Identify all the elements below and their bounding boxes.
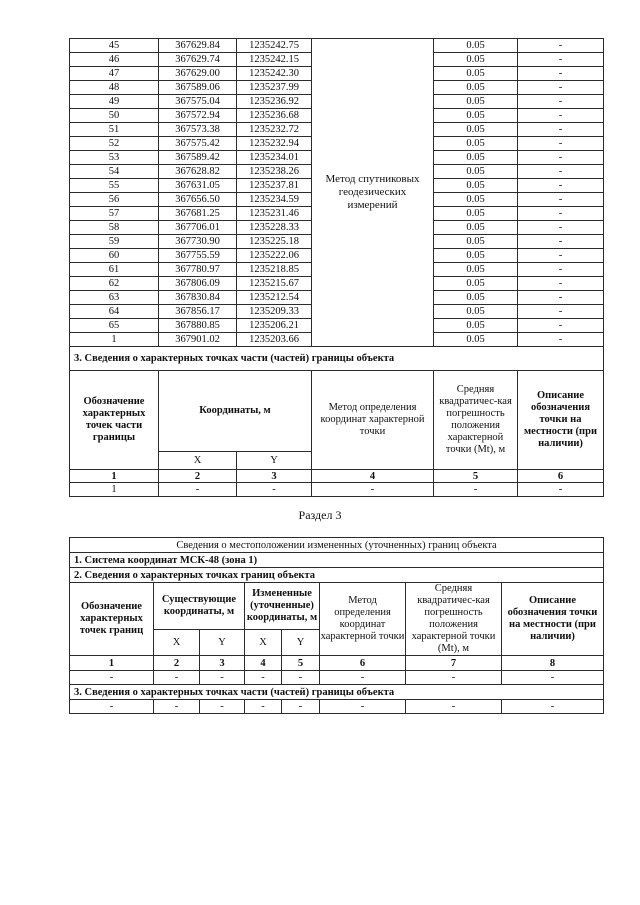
table-cell: - (245, 671, 282, 685)
table-title: Сведения о местоположении измененных (уточненных) границ объекта (70, 538, 604, 553)
table-cell: - (70, 671, 154, 685)
column-number: 3 (237, 470, 312, 483)
column-number: 5 (434, 470, 518, 483)
coord-y: 1235228.33 (237, 221, 312, 235)
table-cell: 1 (70, 483, 159, 497)
header-existing-x: X (154, 629, 200, 655)
point-number: 53 (70, 151, 159, 165)
coord-x: 367830.84 (159, 291, 237, 305)
header-method: Метод определения координат характерной точки (312, 371, 434, 470)
description: - (518, 193, 604, 207)
coord-y: 1235242.75 (237, 39, 312, 53)
coord-y: 1235232.94 (237, 137, 312, 151)
mean-error: 0.05 (434, 165, 518, 179)
description: - (518, 39, 604, 53)
coord-x: 367575.04 (159, 95, 237, 109)
point-number: 58 (70, 221, 159, 235)
header-mean-error: Средняя квадратичес-кая погрешность положения характерной точки (Mt), м (434, 371, 518, 470)
coord-y: 1235215.67 (237, 277, 312, 291)
point-number: 59 (70, 235, 159, 249)
table-cell: - (406, 671, 502, 685)
coord-y: 1235242.30 (237, 67, 312, 81)
mean-error: 0.05 (434, 67, 518, 81)
point-number: 45 (70, 39, 159, 53)
point-number: 60 (70, 249, 159, 263)
table-cell: - (159, 483, 237, 497)
section-title: Раздел 3 (298, 508, 342, 522)
mean-error: 0.05 (434, 193, 518, 207)
header-x: X (159, 452, 237, 470)
coord-y: 1235238.26 (237, 165, 312, 179)
table-cell: - (406, 700, 502, 714)
coordinates-table-body (70, 39, 604, 497)
changed-boundaries-table (69, 537, 604, 714)
mean-error: 0.05 (434, 39, 518, 53)
header-changed-y: Y (282, 629, 320, 655)
description: - (518, 109, 604, 123)
coord-y: 1235209.33 (237, 305, 312, 319)
mean-error: 0.05 (434, 95, 518, 109)
mean-error: 0.05 (434, 109, 518, 123)
header-coordinates: Координаты, м (159, 371, 312, 452)
header-y: Y (237, 452, 312, 470)
coord-x: 367901.02 (159, 333, 237, 347)
coordinate-system-heading: 1. Система координат МСК-48 (зона 1) (70, 553, 604, 568)
mean-error: 0.05 (434, 53, 518, 67)
description: - (518, 151, 604, 165)
coord-x: 367629.00 (159, 67, 237, 81)
header-description: Описание обозначения точки на местности (при наличии) (502, 583, 604, 656)
mean-error: 0.05 (434, 81, 518, 95)
coord-y: 1235231.46 (237, 207, 312, 221)
part-boundary-heading: 3. Сведения о характерных точках части (частей) границы объекта (70, 347, 604, 371)
header-method: Метод определения координат характерной точки (320, 583, 406, 656)
column-number: 3 (200, 656, 245, 671)
mean-error: 0.05 (434, 137, 518, 151)
coord-y: 1235206.21 (237, 319, 312, 333)
table-cell: - (282, 671, 320, 685)
column-numbers-row (70, 470, 604, 483)
coord-x: 367572.94 (159, 109, 237, 123)
mean-error: 0.05 (434, 277, 518, 291)
description: - (518, 179, 604, 193)
header-designation: Обозначение характерных точек части границы (70, 371, 159, 470)
coord-x: 367589.06 (159, 81, 237, 95)
point-number: 56 (70, 193, 159, 207)
table-cell: - (502, 671, 604, 685)
column-number: 4 (312, 470, 434, 483)
boundary-points-heading: 2. Сведения о характерных точках границ объекта (70, 568, 604, 583)
point-number: 51 (70, 123, 159, 137)
table-cell: - (154, 671, 200, 685)
description: - (518, 319, 604, 333)
table-cell: - (237, 483, 312, 497)
coord-y: 1235218.85 (237, 263, 312, 277)
coord-y: 1235203.66 (237, 333, 312, 347)
coord-y: 1235234.01 (237, 151, 312, 165)
coord-x: 367575.42 (159, 137, 237, 151)
mean-error: 0.05 (434, 207, 518, 221)
table-cell: - (245, 700, 282, 714)
table-cell: - (200, 671, 245, 685)
point-number: 49 (70, 95, 159, 109)
header-existing-y: Y (200, 629, 245, 655)
description: - (518, 67, 604, 81)
point-number: 55 (70, 179, 159, 193)
description: - (518, 249, 604, 263)
column-numbers-row (70, 656, 604, 671)
coord-x: 367706.01 (159, 221, 237, 235)
point-number: 47 (70, 67, 159, 81)
table-row (70, 39, 604, 53)
point-number: 48 (70, 81, 159, 95)
coord-y: 1235212.54 (237, 291, 312, 305)
coord-x: 367755.59 (159, 249, 237, 263)
mean-error: 0.05 (434, 235, 518, 249)
column-number: 4 (245, 656, 282, 671)
point-number: 63 (70, 291, 159, 305)
table-cell: - (70, 700, 154, 714)
method-cell: Метод спутниковых геодезических измерений (312, 39, 434, 347)
description: - (518, 137, 604, 151)
coord-x: 367573.38 (159, 123, 237, 137)
column-number: 5 (282, 656, 320, 671)
column-number: 6 (518, 470, 604, 483)
coord-y: 1235225.18 (237, 235, 312, 249)
coord-y: 1235237.81 (237, 179, 312, 193)
column-number: 7 (406, 656, 502, 671)
coord-x: 367880.85 (159, 319, 237, 333)
point-number: 65 (70, 319, 159, 333)
point-number: 54 (70, 165, 159, 179)
description: - (518, 333, 604, 347)
description: - (518, 235, 604, 249)
description: - (518, 53, 604, 67)
mean-error: 0.05 (434, 319, 518, 333)
header-description: Описание обозначения точки на местности (при наличии) (518, 371, 604, 470)
column-number: 2 (154, 656, 200, 671)
mean-error: 0.05 (434, 333, 518, 347)
table-cell: - (434, 483, 518, 497)
coord-y: 1235236.92 (237, 95, 312, 109)
description: - (518, 305, 604, 319)
point-number: 46 (70, 53, 159, 67)
coord-y: 1235234.59 (237, 193, 312, 207)
table-row (70, 671, 604, 685)
header-changed-coords: Измененные (уточненные) координаты, м (245, 583, 320, 630)
header-changed-x: X (245, 629, 282, 655)
table-row (70, 700, 604, 714)
point-number: 57 (70, 207, 159, 221)
column-number: 6 (320, 656, 406, 671)
point-number: 1 (70, 333, 159, 347)
mean-error: 0.05 (434, 221, 518, 235)
description: - (518, 123, 604, 137)
column-number: 1 (70, 656, 154, 671)
table-cell: - (320, 700, 406, 714)
point-number: 64 (70, 305, 159, 319)
coord-x: 367780.97 (159, 263, 237, 277)
coord-x: 367730.90 (159, 235, 237, 249)
description: - (518, 221, 604, 235)
coord-y: 1235242.15 (237, 53, 312, 67)
description: - (518, 207, 604, 221)
description: - (518, 81, 604, 95)
point-number: 61 (70, 263, 159, 277)
table-cell: - (154, 700, 200, 714)
coord-x: 367656.50 (159, 193, 237, 207)
header-designation: Обозначение характерных точек границ (70, 583, 154, 656)
coord-y: 1235237.99 (237, 81, 312, 95)
coord-x: 367629.74 (159, 53, 237, 67)
description: - (518, 291, 604, 305)
description: - (518, 165, 604, 179)
mean-error: 0.05 (434, 151, 518, 165)
table-cell: - (200, 700, 245, 714)
column-number: 8 (502, 656, 604, 671)
description: - (518, 277, 604, 291)
column-number: 2 (159, 470, 237, 483)
table-cell: - (312, 483, 434, 497)
mean-error: 0.05 (434, 305, 518, 319)
coord-x: 367681.25 (159, 207, 237, 221)
point-number: 62 (70, 277, 159, 291)
coord-x: 367856.17 (159, 305, 237, 319)
point-number: 50 (70, 109, 159, 123)
mean-error: 0.05 (434, 291, 518, 305)
table-cell: - (518, 483, 604, 497)
coord-y: 1235232.72 (237, 123, 312, 137)
coord-y: 1235236.68 (237, 109, 312, 123)
table-cell: - (320, 671, 406, 685)
coord-x: 367628.82 (159, 165, 237, 179)
table-row (70, 483, 604, 497)
mean-error: 0.05 (434, 179, 518, 193)
part-boundary-heading: 3. Сведения о характерных точках части (частей) границы объекта (70, 685, 604, 700)
table-cell: - (502, 700, 604, 714)
mean-error: 0.05 (434, 263, 518, 277)
header-mean-error: Средняя квадратичес-кая погрешность положения характерной точки (Mt), м (406, 583, 502, 656)
coord-y: 1235222.06 (237, 249, 312, 263)
coord-x: 367806.09 (159, 277, 237, 291)
point-number: 52 (70, 137, 159, 151)
coord-x: 367631.05 (159, 179, 237, 193)
header-existing-coords: Существующие координаты, м (154, 583, 245, 630)
description: - (518, 263, 604, 277)
description: - (518, 95, 604, 109)
mean-error: 0.05 (434, 249, 518, 263)
coordinates-table-continuation (69, 38, 604, 497)
coord-x: 367589.42 (159, 151, 237, 165)
mean-error: 0.05 (434, 123, 518, 137)
table-cell: - (282, 700, 320, 714)
column-number: 1 (70, 470, 159, 483)
coord-x: 367629.84 (159, 39, 237, 53)
